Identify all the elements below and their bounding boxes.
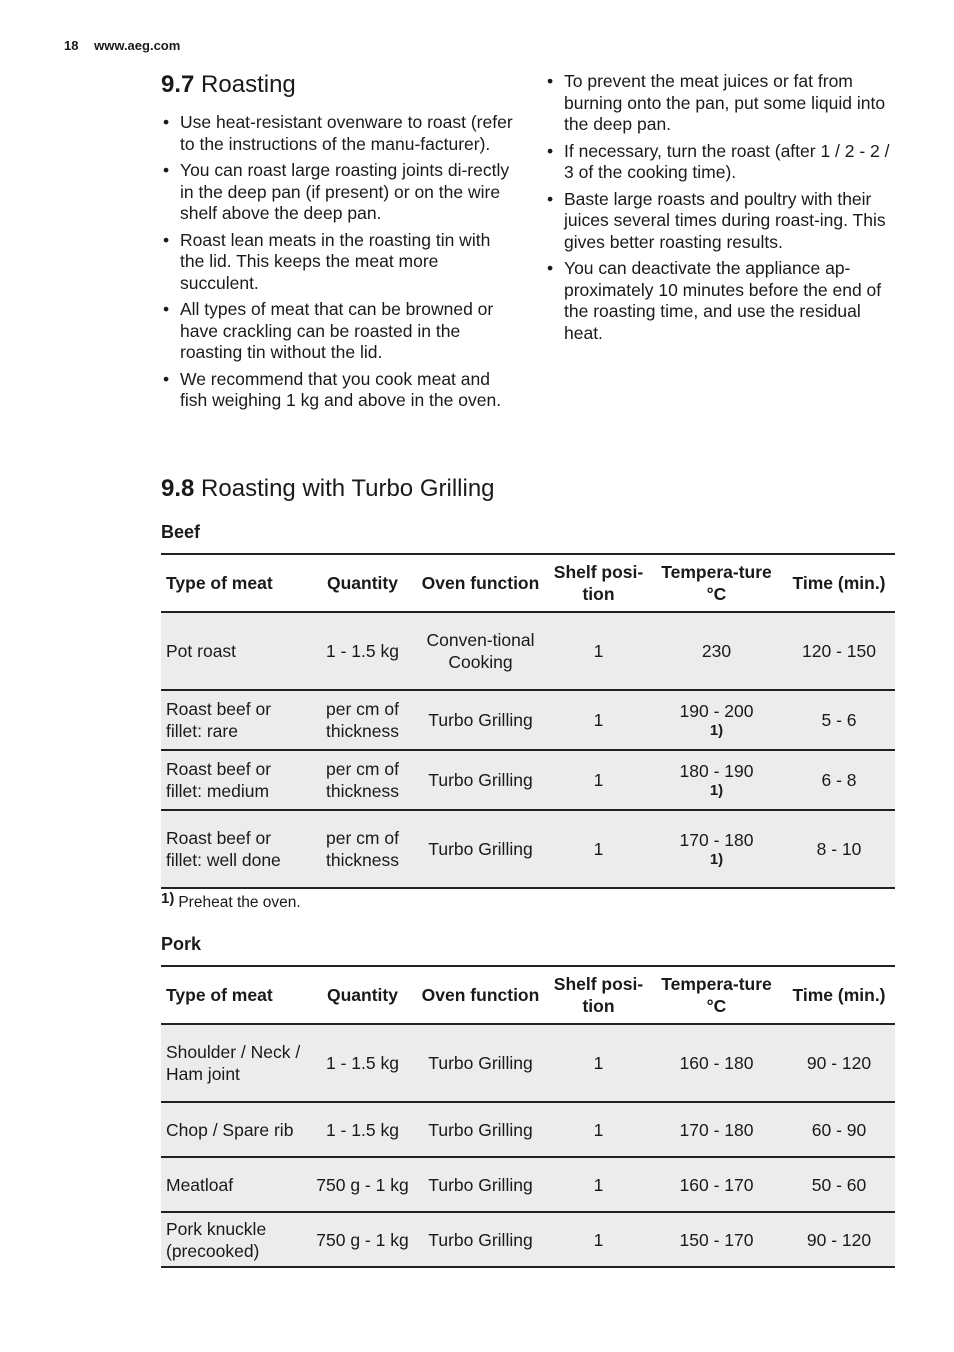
meat-cell: Shoulder / Neck / Ham joint [161, 1024, 311, 1102]
temperature-cell [650, 690, 783, 750]
time-cell: 90 - 120 [783, 1212, 895, 1267]
column-header: Oven function [414, 554, 547, 612]
section-98-heading [161, 474, 895, 504]
function-cell: Turbo Grilling [414, 1157, 547, 1212]
list-item: • You can roast large roasting joints di-rectly in the deep pan (if present) or on the wire shelf above the deep pan. [161, 160, 516, 225]
column-header: Type of meat [161, 554, 311, 612]
meat-cell: Roast beef or fillet: rare [161, 690, 311, 750]
temperature-cell: 150 - 170 [650, 1212, 783, 1267]
quantity-cell: 750 g - 1 kg [311, 1212, 414, 1267]
column-header: Time (min.) [783, 554, 895, 612]
shelf-cell: 1 [547, 750, 650, 810]
function-cell: Conven-tional Cooking [414, 612, 547, 690]
list-item: • To prevent the meat juices or fat from burning onto the pan, put some liquid into the deep pan. [545, 71, 895, 136]
section-97-heading [161, 70, 516, 100]
shelf-cell: 1 [547, 810, 650, 888]
footnote-mark: 1) [161, 890, 175, 907]
temperature-cell [650, 612, 783, 690]
list-item: • Baste large roasts and poultry with their juices several times during roast-ing. This gives better roasting results. [545, 189, 895, 254]
quantity-cell: 1 - 1.5 kg [311, 1102, 414, 1157]
time-cell: 5 - 6 [783, 690, 895, 750]
table-row [161, 1102, 895, 1157]
table-row [161, 1157, 895, 1212]
table-row [161, 1024, 895, 1102]
roasting-left-column [161, 70, 516, 417]
table-header-row [161, 966, 895, 1024]
function-cell: Turbo Grilling [414, 1212, 547, 1267]
temperature-cell [650, 810, 783, 888]
footnote-text: Preheat the oven. [178, 894, 301, 911]
roasting-right-column [545, 71, 895, 349]
time-cell: 120 - 150 [783, 612, 895, 690]
list-item: • We recommend that you cook meat and fish weighing 1 kg and above in the oven. [161, 369, 516, 412]
quantity-cell: 1 - 1.5 kg [311, 612, 414, 690]
meat-cell: Pork knuckle (precooked) [161, 1212, 311, 1267]
section-title: Roasting with Turbo Grilling [201, 475, 495, 502]
list-item: • All types of meat that can be browned or have crackling can be roasted in the roasting tin without the lid. [161, 299, 516, 364]
shelf-cell: 1 [547, 1212, 650, 1267]
column-header: Time (min.) [783, 966, 895, 1024]
website-link[interactable]: www.aeg.com [94, 38, 181, 53]
time-cell: 50 - 60 [783, 1157, 895, 1212]
page-header [64, 38, 180, 53]
beef-table [161, 553, 895, 889]
quantity-cell: 1 - 1.5 kg [311, 1024, 414, 1102]
list-item: • Roast lean meats in the roasting tin with the lid. This keeps the meat more succulent. [161, 230, 516, 295]
time-cell: 6 - 8 [783, 750, 895, 810]
list-item: • You can deactivate the appliance ap-proximately 10 minutes before the end of the roasting time, and use the residual heat. [545, 258, 895, 344]
beef-heading: Beef [161, 522, 201, 542]
temperature-value: 190 - 200 [679, 701, 754, 721]
function-cell: Turbo Grilling [414, 810, 547, 888]
meat-cell: Roast beef or fillet: well done [161, 810, 311, 888]
temperature-value: 180 - 190 [679, 761, 754, 781]
temperature-cell: 170 - 180 [650, 1102, 783, 1157]
roasting-tips-left [161, 112, 516, 412]
meat-cell: Pot roast [161, 612, 311, 690]
column-header: Shelf posi-tion [547, 554, 650, 612]
table-row [161, 612, 895, 690]
column-header: Quantity [311, 966, 414, 1024]
temperature-cell: 160 - 170 [650, 1157, 783, 1212]
quantity-cell: per cm of thickness [311, 810, 414, 888]
section-number: 9.8 [161, 475, 195, 502]
function-cell: Turbo Grilling [414, 1102, 547, 1157]
page-number: 18 [64, 38, 79, 53]
temperature-cell [650, 750, 783, 810]
column-header: Tempera-ture °C [650, 966, 783, 1024]
table-row [161, 810, 895, 888]
roasting-tips-right [545, 71, 895, 344]
temperature-value: 230 [701, 641, 732, 661]
table-row [161, 690, 895, 750]
column-header: Quantity [311, 554, 414, 612]
pork-table [161, 965, 895, 1268]
function-cell: Turbo Grilling [414, 690, 547, 750]
list-item: • If necessary, turn the roast (after 1 / 2 - 2 / 3 of the cooking time). [545, 141, 895, 184]
column-header: Type of meat [161, 966, 311, 1024]
meat-cell: Chop / Spare rib [161, 1102, 311, 1157]
shelf-cell: 1 [547, 1102, 650, 1157]
column-header: Shelf posi-tion [547, 966, 650, 1024]
shelf-cell: 1 [547, 612, 650, 690]
footnote [161, 890, 301, 912]
section-number: 9.7 [161, 71, 195, 98]
pork-heading: Pork [161, 934, 202, 954]
list-item: • Use heat-resistant ovenware to roast (refer to the instructions of the manu-facturer). [161, 112, 516, 155]
column-header: Tempera-ture °C [650, 554, 783, 612]
table-header-row [161, 554, 895, 612]
footnote-ref: 1) [709, 722, 724, 739]
meat-cell: Roast beef or fillet: medium [161, 750, 311, 810]
shelf-cell: 1 [547, 1024, 650, 1102]
table-row [161, 750, 895, 810]
function-cell: Turbo Grilling [414, 750, 547, 810]
shelf-cell: 1 [547, 1157, 650, 1212]
column-header: Oven function [414, 966, 547, 1024]
time-cell: 90 - 120 [783, 1024, 895, 1102]
time-cell: 60 - 90 [783, 1102, 895, 1157]
temperature-cell: 160 - 180 [650, 1024, 783, 1102]
section-title: Roasting [201, 71, 296, 98]
quantity-cell: per cm of thickness [311, 690, 414, 750]
quantity-cell: per cm of thickness [311, 750, 414, 810]
table-row [161, 1212, 895, 1267]
function-cell: Turbo Grilling [414, 1024, 547, 1102]
footnote-ref: 1) [709, 851, 724, 868]
footnote-ref: 1) [709, 782, 724, 799]
meat-cell: Meatloaf [161, 1157, 311, 1212]
time-cell: 8 - 10 [783, 810, 895, 888]
shelf-cell: 1 [547, 690, 650, 750]
temperature-value: 170 - 180 [679, 830, 754, 850]
quantity-cell: 750 g - 1 kg [311, 1157, 414, 1212]
